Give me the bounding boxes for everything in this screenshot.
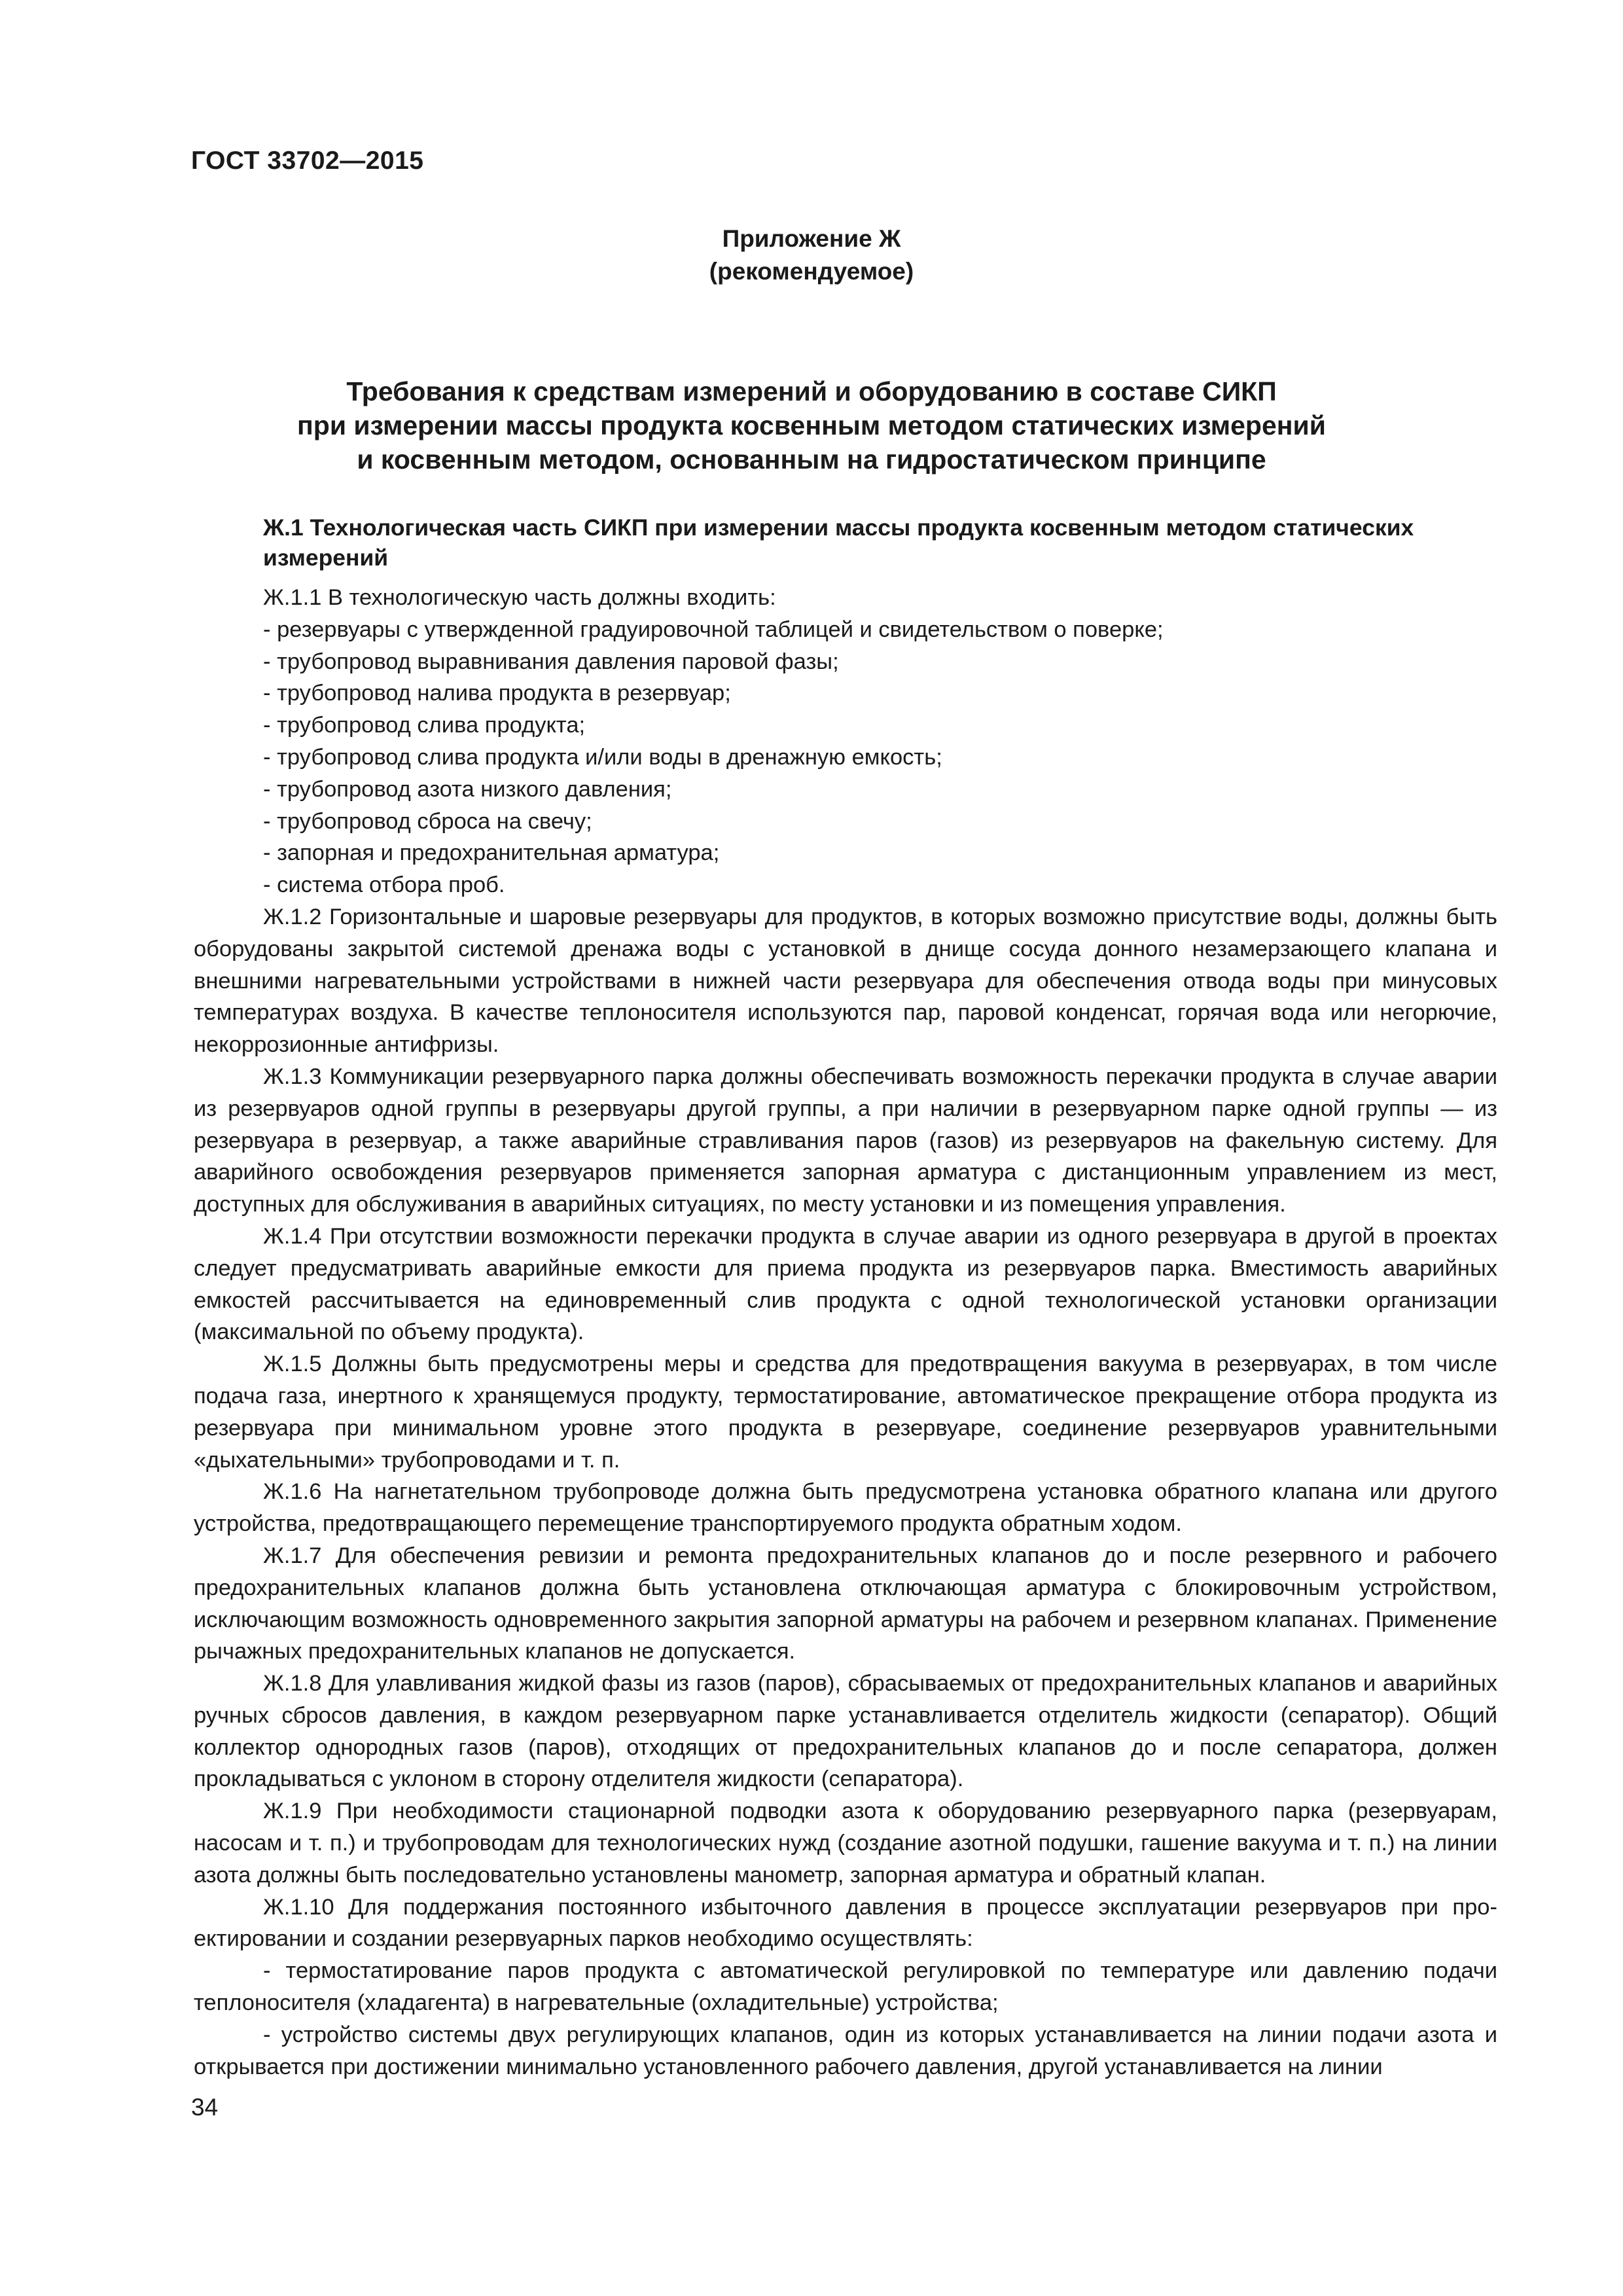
appendix-heading <box>0 223 1623 288</box>
paragraph: Ж.1.7 Для обеспечения ревизии и ремонта предохранительных клапанов до и после резервного и рабочего предохранительных клапанов должна быть установлена отключающая арматура с блокировочным устройством, исключающим возможность одновременного закрытия запорной арматуры на рабочем и резервном клапанах. Применение рычажных предохранительных клапанов не допускается. <box>194 1543 1497 1664</box>
paragraph: Ж.1.2 Горизонтальные и шаровые резервуары для продуктов, в которых возможно присутствие воды, должны быть оборудованы закрытой системой дренажа воды с установкой в днище сосуда донного незамерзающего клапана и внешними нагревательными устройствами в нижней части резервуара для обеспечения отвода воды при минусовых температурах воздуха. В качестве теплоносителя используются пар, паровой конденсат, горячая вода или негорючие, некоррозионные антифризы. <box>194 904 1497 1058</box>
list-item: - термостатирование паров продукта с автоматической регулировкой по температуре или давлению подачи теплоносителя (хладагента) в нагревательные (охладительные) устройства; <box>194 1958 1497 2016</box>
list-item: - трубопровод налива продукта в резервуар; <box>263 681 731 706</box>
list-item: - трубопровод выравнивания давления паровой фазы; <box>263 649 839 674</box>
list-item: - трубопровод азота низкого давления; <box>263 776 672 802</box>
document-header: ГОСТ 33702—2015 <box>191 147 424 175</box>
paragraph: Ж.1.10 Для поддержания постоянного избыточного давления в процессе эксплуатации резервуаров при проектировании и создании резервуарных парков необходимо осуществлять: <box>194 1894 1497 1952</box>
paragraph: Ж.1.4 При отсутствии возможности перекачки продукта в случае аварии из одного резервуара в другой в проектах следует предусматривать аварийные емкости для приема продукта из резервуаров парка. Вместимость аварийных емкостей рассчитывается на единовременный слив продукта с одной технологической установки организации (максимальной по объему продукта). <box>194 1223 1497 1345</box>
appendix-kind: (рекомендуемое) <box>709 258 914 285</box>
appendix-title <box>196 374 1427 476</box>
paragraph: Ж.1.3 Коммуникации резервуарного парка должны обеспечивать возможность перекачки продукта в случае аварии из резервуаров одной группы в резервуары другой группы, а при наличии в резервуарном парке одной группы — из резервуара в резервуар, а также аварийные стравливания паров (газов) из резервуаров на факельную систему. Для аварийного освобождения резервуаров применяется запорная арматура с дистанционным управлением из мест, доступных для обслуживания в аварийных ситуациях, по месту установки и из помещения управления. <box>194 1064 1497 1217</box>
paragraph: Ж.1.9 При необходимости стационарной подводки азота к оборудованию резервуарного парка (резервуарам, насосам и т. п.) и трубопроводам для технологических нужд (создание азотной подушки, гашение вакуума и т. п.) на линии азота должны быть последовательно установлены манометр, запорная арматура и обратный клапан. <box>194 1799 1497 1888</box>
list-item: - трубопровод слива продукта и/или воды в дренажную емкость; <box>263 744 942 770</box>
list-item: - запорная и предохранительная арматура; <box>263 840 720 866</box>
title-line: Требования к средствам измерений и оборудованию в составе СИКП <box>346 376 1277 406</box>
title-line: при измерении массы продукта косвенным методом статических измерений <box>297 410 1326 440</box>
paragraph: Ж.1.5 Должны быть предусмотрены меры и средства для предотвращения вакуума в резервуарах, в том числе подача газа, инертного к хранящемуся продукту, термостатирование, автоматическое прекращение отбора продукта из резервуара при минимальном уровне этого продукта в резервуаре, соединение резервуаров уравнительными «дыхательными» трубопроводами и т. п. <box>194 1352 1497 1473</box>
list-item: - трубопровод сброса на свечу; <box>263 808 592 834</box>
appendix-label: Приложение Ж <box>722 225 901 252</box>
list-item: - система отбора проб. <box>263 872 505 898</box>
page-number: 34 <box>191 2094 219 2121</box>
title-line: и косвенным методом, основанным на гидростатическом принципе <box>357 444 1266 475</box>
list-item: - устройство системы двух регулирующих клапанов, один из которых устанавливается на линии подачи азота и открывается при достижении минимально установленного рабочего давления, другой устанавливается на линии <box>194 2022 1497 2079</box>
document-body <box>194 512 1497 2083</box>
section-heading: Ж.1 Технологическая часть СИКП при измерении массы продукта косвенным методом статических измерений <box>263 514 1414 571</box>
paragraph: Ж.1.1 В технологическую часть должны входить: <box>263 585 776 610</box>
paragraph: Ж.1.6 На нагнетательном трубопроводе должна быть предусмотрена установка обратного клапана или другого устройства, предотвращающего перемещение транспортируемого продукта обратным ходом. <box>194 1479 1497 1537</box>
list-item: - резервуары с утвержденной градуировочной таблицей и свидетельством о поверке; <box>263 617 1164 642</box>
list-item: - трубопровод слива продукта; <box>263 713 586 738</box>
paragraph: Ж.1.8 Для улавливания жидкой фазы из газов (паров), сбрасываемых от предохранительных клапанов и аварийных ручных сбросов давления, в каждом резервуарном парке устанавливается отделитель жидкости (сепаратор). Общий коллектор однородных газов (паров), отходящих от предохранительных клапанов до и после сепаратора, должен прокладываться с уклоном в сторону отделителя жидкости (сепаратора). <box>194 1671 1497 1792</box>
